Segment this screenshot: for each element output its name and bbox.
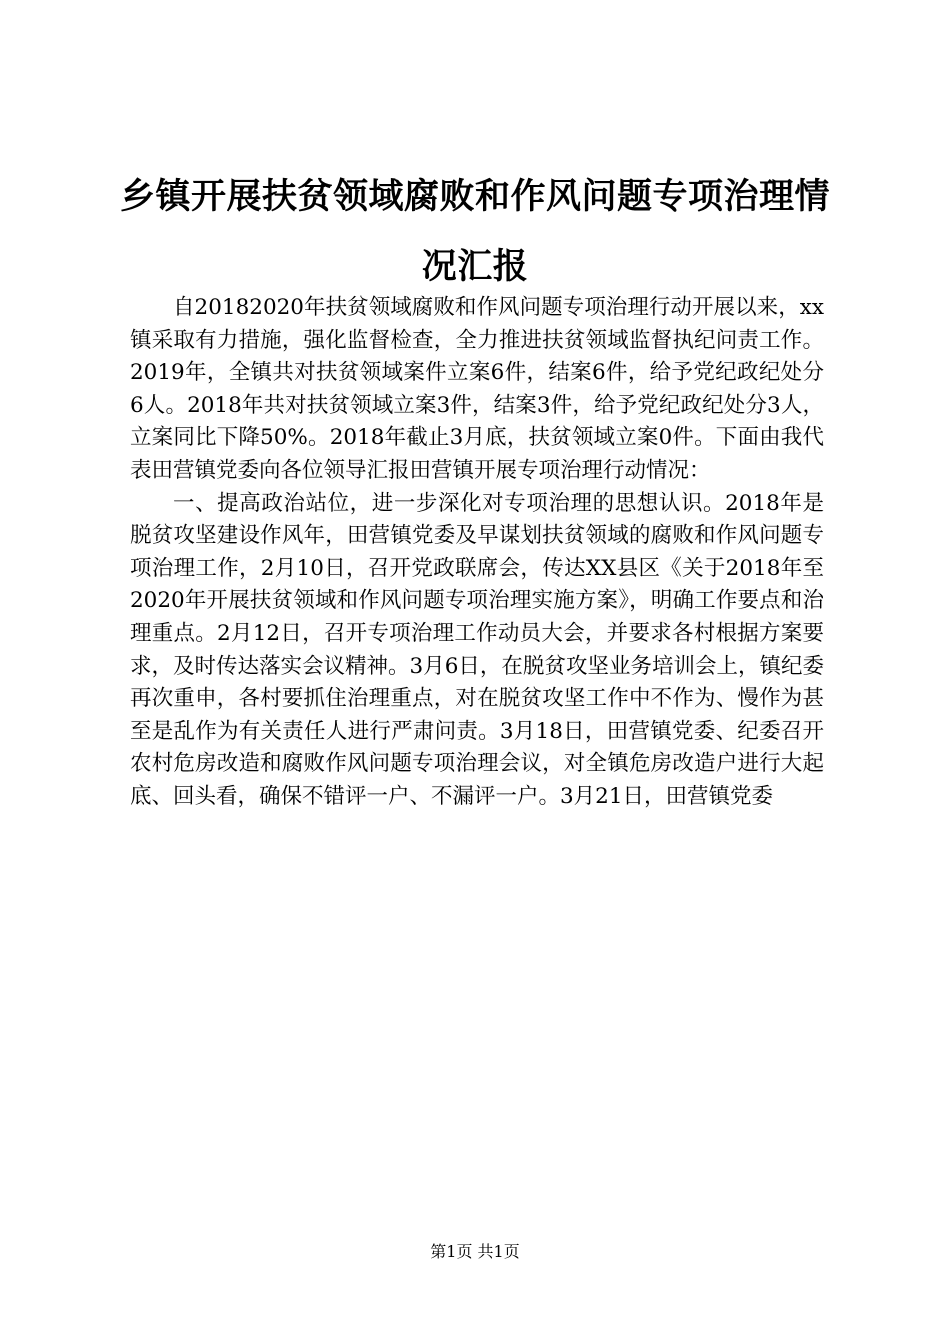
- page-footer: 第1页 共1页: [430, 1242, 520, 1261]
- document-title: 乡镇开展扶贫领域腐败和作风问题专项治理情况汇报: [119, 177, 830, 287]
- paragraph-section-one: 一、提高政治站位，进一步深化对专项治理的思想认识。2018年是脱贫攻坚建设作风年，田营镇党委及早谋划扶贫领域的腐败和作风问题专项治理工作，2月10日，召开党政联席会，传达XX县区《关于2018年至2020年开展扶贫领域和作风问题专项治理实施方案》，明确工作要点和治理重点。2月12日，召开专项治理工作动员大会，并要求各村根据方案要求，及时传达落实会议精神。3月6日，在脱贫攻坚业务培训会上，镇纪委再次重申，各村要抓住治理重点，对在脱贫攻坚工作中不作为、慢作为甚至是乱作为有关责任人进行严肃问责。3月18日，田营镇党委、纪委召开农村危房改造和腐败作风问题专项治理会议，对全镇危房改造户进行大起底、回头看，确保不错评一户、不漏评一户。3月21日，田营镇党委: [130, 490, 824, 809]
- paragraph-intro: 自20182020年扶贫领域腐败和作风问题专项治理行动开展以来，xx镇采取有力措施，强化监督检查，全力推进扶贫领域监督执纪问责工作。2019年，全镇共对扶贫领域案件立案6件，结案6件，给予党纪政纪处分6人。2018年共对扶贫领域立案3件，结案3件，给予党纪政纪处分3人，立案同比下降50%。2018年截止3月底，扶贫领域立案0件。下面由我代表田营镇党委向各位领导汇报田营镇开展专项治理行动情况：: [130, 295, 824, 483]
- document-body: [130, 292, 824, 814]
